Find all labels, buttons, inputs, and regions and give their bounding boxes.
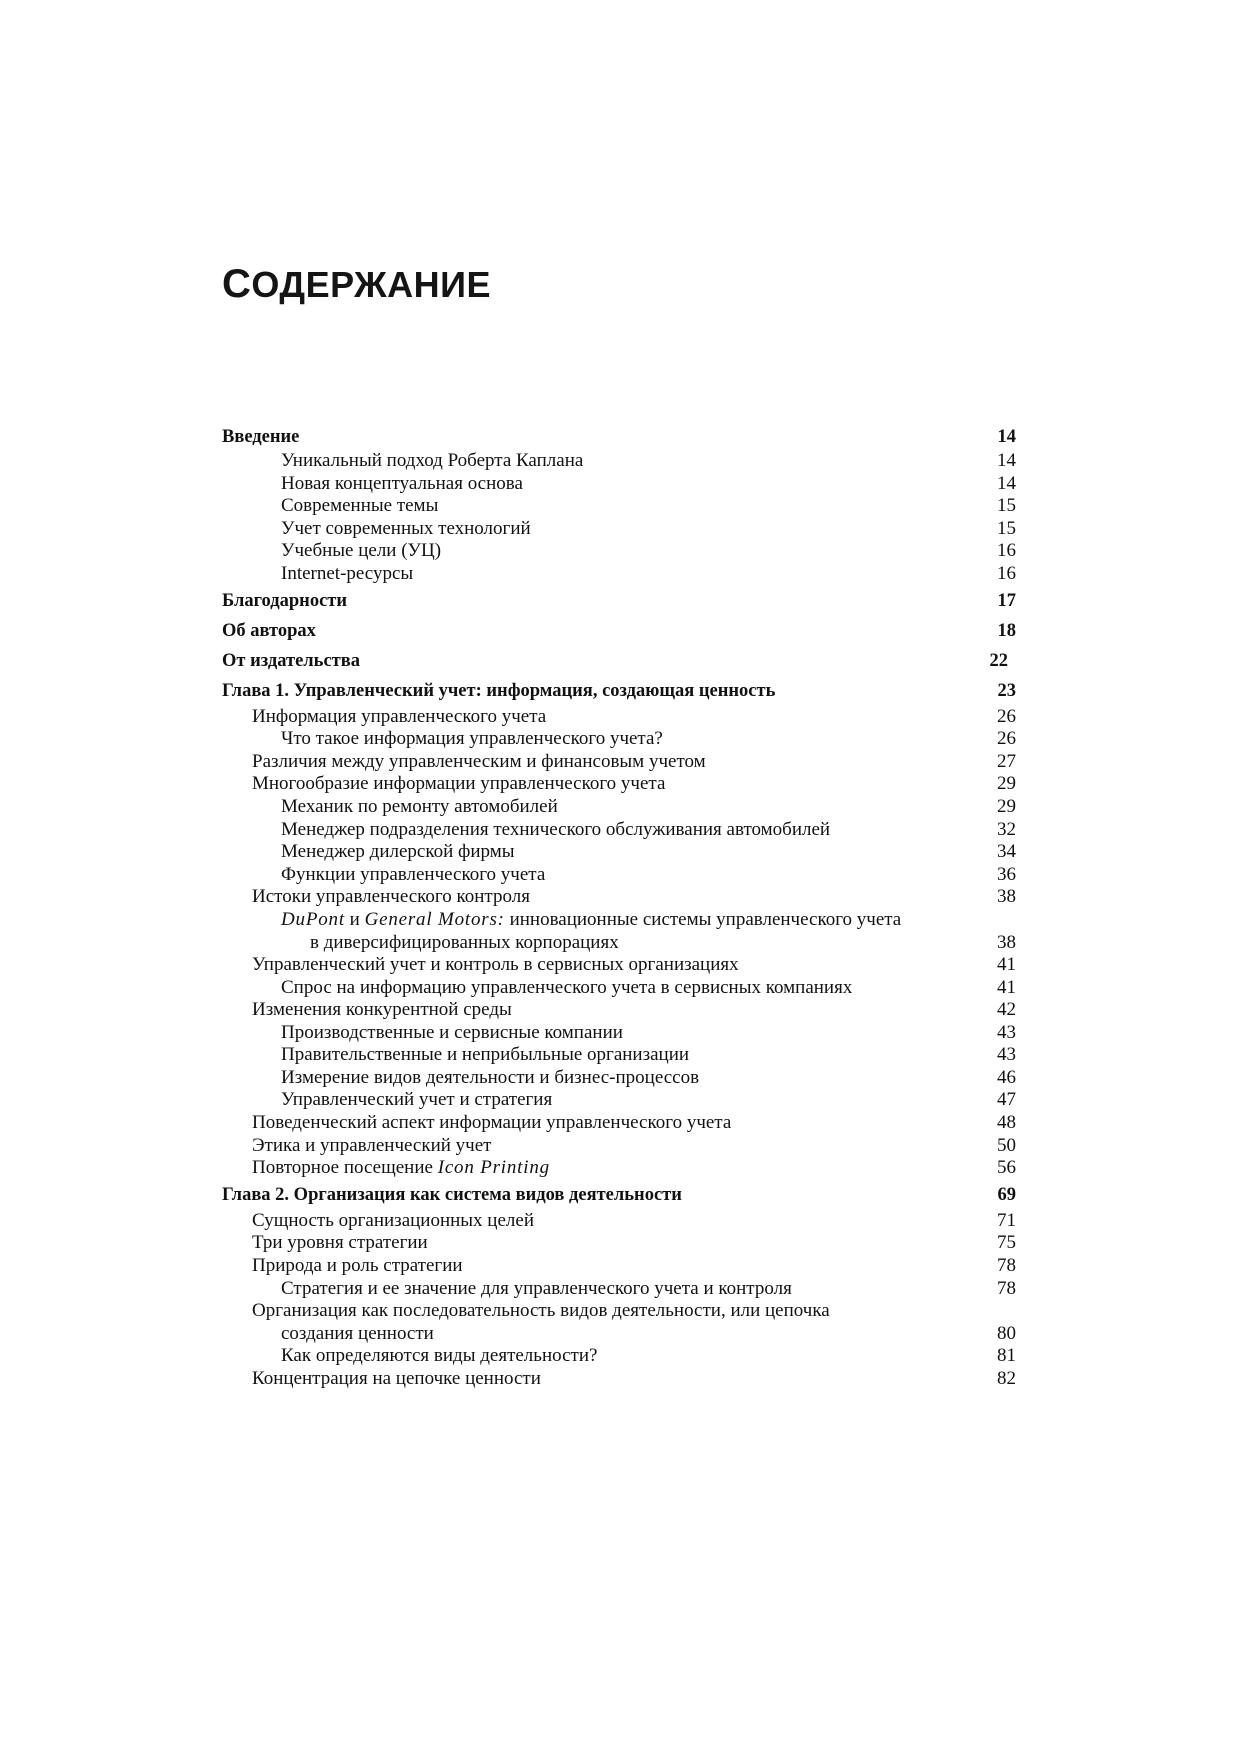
toc-entry-icon-printing[interactable] xyxy=(222,1157,1016,1180)
toc-page: 16 xyxy=(997,540,1016,562)
toc-title: Природа и роль стратегии xyxy=(252,1255,463,1277)
toc-entry[interactable] xyxy=(222,796,1016,819)
toc-page: 23 xyxy=(997,680,1016,701)
toc-title: Поведенческий аспект информации управленческого учета xyxy=(252,1112,732,1134)
toc-title: Истоки управленческого контроля xyxy=(252,886,530,908)
toc-entry[interactable] xyxy=(222,819,1016,842)
toc-page: 48 xyxy=(997,1112,1016,1134)
toc-page: 47 xyxy=(997,1089,1016,1111)
toc-title: Менеджер подразделения технического обслуживания автомобилей xyxy=(281,818,831,840)
toc-entry-chapter-2[interactable] xyxy=(222,1180,1016,1210)
toc-entry-dupont[interactable] xyxy=(222,909,1016,954)
toc-entry[interactable] xyxy=(222,1135,1016,1158)
toc-title: Учебные цели (УЦ) xyxy=(281,540,442,562)
toc-entry-thanks[interactable] xyxy=(222,586,1016,616)
toc-page: 41 xyxy=(997,976,1016,998)
toc-entry[interactable] xyxy=(222,1345,1016,1368)
toc-title: Механик по ремонту автомобилей xyxy=(281,795,558,817)
toc-page: 14 xyxy=(997,472,1016,494)
toc-entry[interactable] xyxy=(222,751,1016,774)
toc-title: Уникальный подход Роберта Каплана xyxy=(281,450,584,471)
toc-page: 43 xyxy=(997,1044,1016,1066)
toc-entry[interactable] xyxy=(222,1089,1016,1112)
toc-entry[interactable] xyxy=(222,706,1016,729)
toc-title: Введение xyxy=(222,427,300,447)
toc-page: 43 xyxy=(997,1021,1016,1043)
toc-page: 69 xyxy=(997,1184,1016,1205)
toc-title: Современные темы xyxy=(281,495,439,517)
toc-title: Информация управленческого учета xyxy=(252,705,547,727)
toc-page: 75 xyxy=(997,1232,1016,1254)
toc-title-continuation: в диверсифицированных корпорациях xyxy=(310,931,619,953)
toc-page: 34 xyxy=(997,841,1016,863)
page-title: СОДЕРЖАНИЕ xyxy=(222,262,492,306)
toc-page: 26 xyxy=(997,705,1016,727)
toc-entry[interactable] xyxy=(222,864,1016,887)
toc-title: Глава 2. Организация как система видов деятельности xyxy=(222,1184,682,1205)
toc-page: 71 xyxy=(997,1209,1016,1231)
toc-title: Об авторах xyxy=(222,620,316,641)
toc-entry[interactable] xyxy=(222,999,1016,1022)
toc-title: Управленческий учет и контроль в сервисных организациях xyxy=(252,953,739,975)
toc-page: 80 xyxy=(997,1322,1016,1344)
toc-page: 18 xyxy=(997,620,1016,641)
toc-page: 38 xyxy=(997,886,1016,908)
toc-entry[interactable] xyxy=(222,728,1016,751)
table-of-contents xyxy=(222,424,1016,1390)
toc-page: 29 xyxy=(997,795,1016,817)
toc-title: Управленческий учет и стратегия xyxy=(281,1089,553,1111)
toc-title: Что такое информация управленческого учета? xyxy=(281,728,663,750)
toc-title: Функции управленческого учета xyxy=(281,863,546,885)
toc-title: Стратегия и ее значение для управленческого учета и контроля xyxy=(281,1277,792,1299)
toc-page: 15 xyxy=(997,517,1016,539)
toc-title: Изменения конкурентной среды xyxy=(252,999,512,1021)
toc-title: Три уровня стратегии xyxy=(252,1232,428,1254)
toc-page: 27 xyxy=(997,750,1016,772)
toc-title: Благодарности xyxy=(222,590,348,611)
toc-page: 32 xyxy=(997,818,1016,840)
toc-page: 29 xyxy=(997,773,1016,795)
toc-entry[interactable] xyxy=(222,1368,1016,1391)
toc-title: Как определяются виды деятельности? xyxy=(281,1345,598,1367)
toc-entry-publisher[interactable] xyxy=(222,646,1016,676)
toc-page: 78 xyxy=(997,1277,1016,1299)
toc-entry[interactable] xyxy=(222,1112,1016,1135)
toc-entry[interactable] xyxy=(222,563,1016,586)
toc-page: 14 xyxy=(997,427,1016,447)
toc-title: Различия между управленческим и финансовым учетом xyxy=(252,750,706,772)
toc-title: Измерение видов деятельности и бизнес-процессов xyxy=(281,1066,700,1088)
toc-title: Менеджер дилерской фирмы xyxy=(281,841,515,863)
toc-page: 36 xyxy=(997,863,1016,885)
toc-title: Internet-ресурсы xyxy=(281,562,414,584)
toc-title-continuation: создания ценности xyxy=(281,1322,434,1344)
toc-entry[interactable] xyxy=(222,540,1016,563)
toc-entry[interactable] xyxy=(222,841,1016,864)
toc-page: 42 xyxy=(997,999,1016,1021)
toc-page: 38 xyxy=(997,931,1016,953)
toc-entry[interactable] xyxy=(222,473,1016,496)
toc-entry[interactable] xyxy=(222,1232,1016,1255)
toc-title: Спрос на информацию управленческого учета в сервисных компаниях xyxy=(281,976,853,998)
toc-page: 82 xyxy=(997,1367,1016,1389)
toc-title: Организация как последовательность видов деятельности, или цепочка создания ценности xyxy=(252,1300,972,1345)
toc-page: 14 xyxy=(997,450,1016,471)
toc-title: От издательства xyxy=(222,650,360,671)
toc-title: Новая концептуальная основа xyxy=(281,472,523,494)
toc-title: Многообразие информации управленческого учета xyxy=(252,773,666,795)
toc-title-italic: DuPont xyxy=(281,908,345,930)
toc-page: 50 xyxy=(997,1134,1016,1156)
toc-page: 15 xyxy=(997,495,1016,517)
toc-title: Концентрация на цепочке ценности xyxy=(252,1367,541,1389)
toc-page: 78 xyxy=(997,1255,1016,1277)
toc-title: Сущность организационных целей xyxy=(252,1209,534,1231)
toc-title: Повторное посещение Icon Printing xyxy=(252,1157,550,1179)
toc-title: DuPont и General Motors: инновационные системы управленческого учета в диверсифицированных корпорациях xyxy=(281,909,1001,954)
toc-page: 56 xyxy=(997,1157,1016,1179)
toc-page: 17 xyxy=(997,590,1016,611)
toc-entry[interactable] xyxy=(222,886,1016,909)
toc-page: 46 xyxy=(997,1066,1016,1088)
toc-entry-chapter-1[interactable] xyxy=(222,676,1016,706)
toc-entry[interactable] xyxy=(222,773,1016,796)
toc-entry[interactable] xyxy=(222,977,1016,1000)
toc-title: Глава 1. Управленческий учет: информация, создающая ценность xyxy=(222,680,776,701)
toc-entry[interactable] xyxy=(222,1022,1016,1045)
toc-entry-org-chain[interactable] xyxy=(222,1300,1016,1345)
toc-entry[interactable] xyxy=(222,495,1016,518)
toc-entry-intro[interactable] xyxy=(222,424,1016,450)
toc-entry[interactable] xyxy=(222,518,1016,541)
toc-title: Правительственные и неприбыльные организации xyxy=(281,1044,690,1066)
toc-entry[interactable] xyxy=(222,1067,1016,1090)
toc-title-italic: General Motors: xyxy=(364,908,505,930)
toc-title-italic: Icon Printing xyxy=(437,1157,550,1179)
toc-entry-authors[interactable] xyxy=(222,616,1016,646)
toc-page: 22 xyxy=(989,650,1008,671)
toc-entry[interactable] xyxy=(222,1044,1016,1067)
toc-entry[interactable] xyxy=(222,450,1016,473)
toc-page: 81 xyxy=(997,1345,1016,1367)
toc-entry[interactable] xyxy=(222,1255,1016,1278)
toc-page: 26 xyxy=(997,728,1016,750)
toc-entry[interactable] xyxy=(222,1278,1016,1301)
toc-entry[interactable] xyxy=(222,954,1016,977)
toc-entry[interactable] xyxy=(222,1210,1016,1233)
toc-title: Производственные и сервисные компании xyxy=(281,1021,623,1043)
toc-page: 41 xyxy=(997,953,1016,975)
toc-title: Этика и управленческий учет xyxy=(252,1134,492,1156)
toc-page: 16 xyxy=(997,562,1016,584)
toc-title: Учет современных технологий xyxy=(281,517,531,539)
